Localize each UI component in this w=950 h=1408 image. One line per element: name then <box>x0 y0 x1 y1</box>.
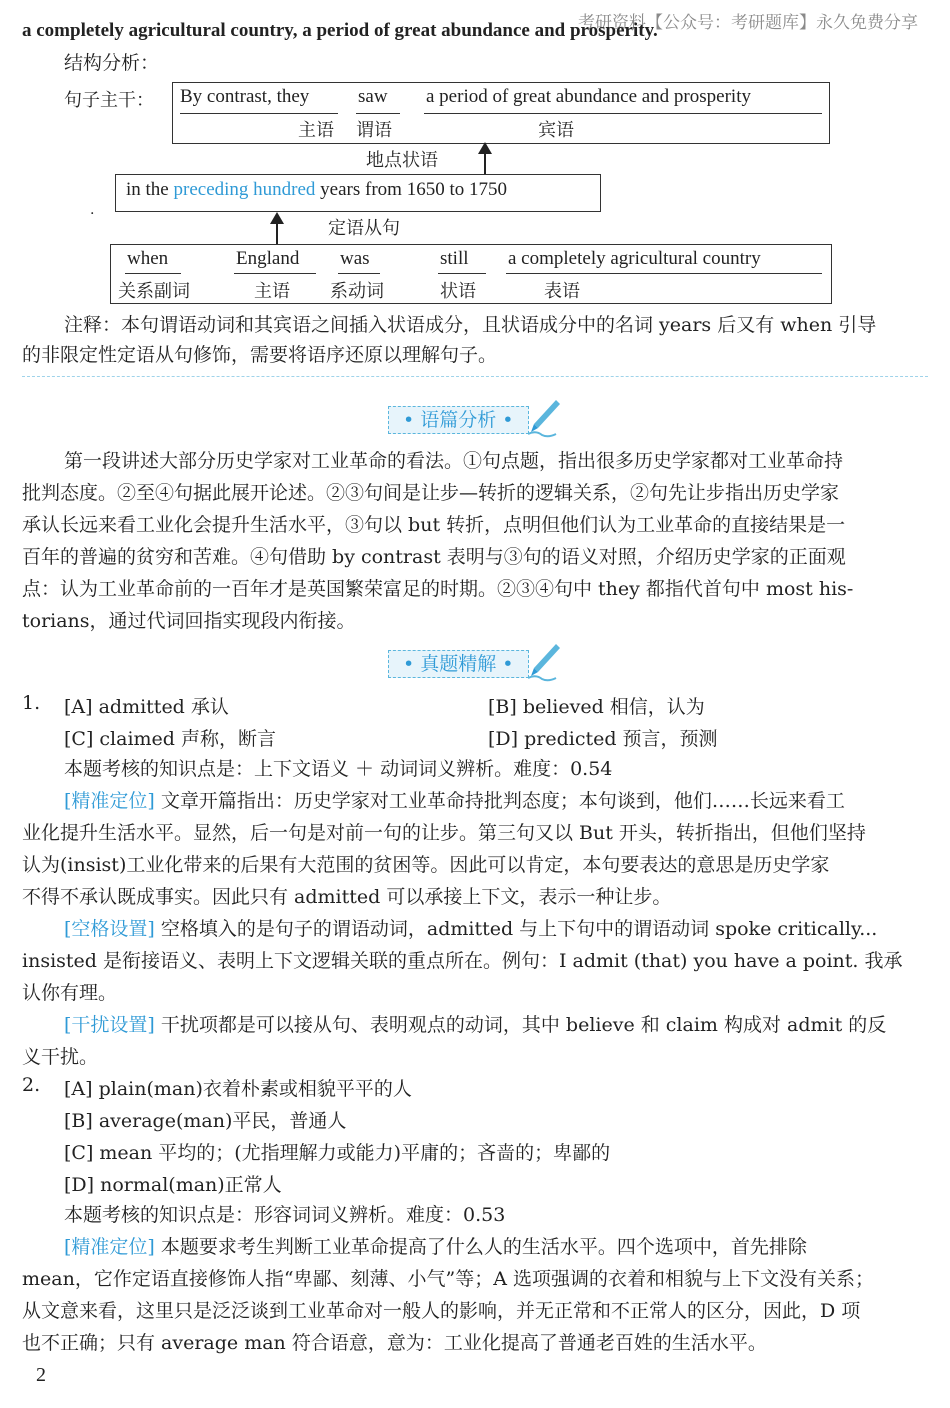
paragraph-line: 第一段讲述大部分历史学家对工业革命的看法。①句点题，指出很多历史学家都对工业革命持 <box>64 450 844 472</box>
attr-label: 定语从句 <box>328 218 400 239</box>
clause-word: still <box>440 248 469 269</box>
main-label: 句子主干： <box>64 90 154 111</box>
underline <box>424 113 822 114</box>
option-d: [D] predicted 预言，预测 <box>488 728 718 750</box>
paragraph-line: 从文意来看，这里只是泛泛谈到工业革命对一般人的影响，并无正常和不正常人的区分，因此，D 项 <box>22 1300 861 1322</box>
paragraph-text: 干扰项都是可以接从句、表明观点的动词，其中 believe 和 claim 构成对 admit 的反 <box>154 1014 887 1036</box>
option-c: [C] claimed 声称，断言 <box>64 728 276 750</box>
underline <box>338 273 380 274</box>
clause-word: was <box>340 248 370 269</box>
tag-distractor: [干扰设置] <box>64 1014 155 1036</box>
tag-positioning: [精准定位] <box>64 1236 155 1258</box>
clause-word: when <box>127 248 169 269</box>
underline <box>180 113 338 114</box>
main-word-object: a period of great abundance and prosperity <box>426 86 751 107</box>
mid-highlight: preceding hundred <box>173 179 316 200</box>
paragraph-line <box>64 1010 930 1040</box>
tag-positioning: [精准定位] <box>64 790 155 812</box>
top-line: a completely agricultural country, a period of great abundance and prosperity. <box>22 20 658 41</box>
clause-role: 表语 <box>544 281 580 302</box>
paragraph-line: torians，通过代词回指实现段内衔接。 <box>22 610 356 632</box>
paragraph-line: 点：认为工业革命前的一百年才是英国繁荣富足的时期。②③④句中 they 都指代首句中 most his- <box>22 578 854 600</box>
arrow-stem <box>484 152 486 174</box>
option-a: [A] admitted 承认 <box>64 696 229 718</box>
underline <box>506 273 822 274</box>
paragraph-line <box>64 1232 930 1262</box>
note-line: 注释：本句谓语动词和其宾语之间插入状语成分，且状语成分中的名词 years 后又有 when 引导 <box>64 314 877 336</box>
note-line: 的非限定性定语从句修饰，需要将语序还原以理解句子。 <box>22 344 498 366</box>
paragraph-line: 也不正确；只有 average man 符合语意，意为：工业化提高了普通老百姓的生活水平。 <box>22 1332 767 1354</box>
watermark: 考研资料【公众号：考研题库】永久免费分享 <box>578 13 918 33</box>
main-word-subject: By contrast, they <box>180 86 310 107</box>
underline <box>438 273 486 274</box>
pen-icon <box>526 642 562 682</box>
underline <box>356 113 400 114</box>
clause-word: England <box>236 248 300 269</box>
section-badge: • 语篇分析 • <box>388 406 529 434</box>
divider <box>22 376 928 377</box>
arrow-stem <box>276 222 278 244</box>
adverbial-label: 地点状语 <box>366 150 438 171</box>
clause-role: 系动词 <box>330 281 384 302</box>
pen-icon <box>526 398 562 438</box>
paragraph-line <box>64 914 930 944</box>
paragraph-line: 不得不承认既成事实。因此只有 admitted 可以承接上下文，表示一种让步。 <box>22 886 672 908</box>
paragraph-line: 认为(insist)工业化带来的后果有大范围的贫困等。因此可以肯定，本句要表达的意思是历史学家 <box>22 854 830 876</box>
clause-role: 状语 <box>440 281 476 302</box>
option-a: [A] plain(man)衣着朴素或相貌平平的人 <box>64 1078 412 1100</box>
role-verb: 谓语 <box>356 120 392 141</box>
paragraph-text: 本题要求考生判断工业革命提高了什么人的生活水平。四个选项中，首先排除 <box>154 1236 807 1258</box>
paragraph-line: 批判态度。②至④句据此展开论述。②③句间是让步—转折的逻辑关系，②句先让步指出历史学家 <box>22 482 840 504</box>
mid-phrase <box>126 179 507 201</box>
paragraph-line: mean，它作定语直接修饰人指“卑鄙、刻薄、小气”等；A 选项强调的衣着和相貌与上下文没有关系； <box>22 1268 875 1290</box>
clause-word: a completely agricultural country <box>508 248 761 269</box>
page-number: 2 <box>36 1364 46 1386</box>
paragraph-line: 业化提升生活水平。显然，后一句是对前一句的让步。第三句又以 But 开头，转折指出，但他们坚持 <box>22 822 866 844</box>
question-number: 2. <box>22 1074 41 1096</box>
paragraph-text: 文章开篇指出：历史学家对工业革命持批判态度；本句谈到，他们……长远来看工 <box>154 790 845 812</box>
paragraph-line: insisted 是衔接语义、表明上下文逻辑关联的重点所在。例句：I admit (that) you have a point. 我承 <box>22 950 903 972</box>
knowledge-point: 本题考核的知识点是：形容词词义辨析。难度：0.53 <box>64 1204 506 1226</box>
clause-role: 主语 <box>254 281 290 302</box>
option-c: [C] mean 平均的；(尤指理解力或能力)平庸的；吝啬的；卑鄙的 <box>64 1142 611 1164</box>
role-object: 宾语 <box>538 120 574 141</box>
underline <box>234 273 316 274</box>
dot: . <box>90 202 95 218</box>
paragraph-text: 空格填入的是句子的谓语动词，admitted 与上下句中的谓语动词 spoke critically... <box>154 918 878 940</box>
option-b: [B] believed 相信，认为 <box>488 696 705 718</box>
structure-title: 结构分析： <box>64 52 160 74</box>
paragraph-line: 承认长远来看工业化会提升生活水平，③句以 but 转折，点明但他们认为工业革命的直接结果是一 <box>22 514 846 536</box>
knowledge-point: 本题考核的知识点是：上下文语义 ＋ 动词词义辨析。难度：0.54 <box>64 758 613 780</box>
paragraph-line: 义干扰。 <box>22 1046 99 1068</box>
section-badge: • 真题精解 • <box>388 650 529 678</box>
paragraph-line: 百年的普遍的贫穷和苦难。④句借助 by contrast 表明与③句的语义对照，介绍历史学家的正面观 <box>22 546 846 568</box>
mid-suffix: years from 1650 to 1750 <box>315 179 507 200</box>
clause-role: 关系副词 <box>118 281 190 302</box>
paragraph-line <box>64 786 930 816</box>
option-d: [D] normal(man)正常人 <box>64 1174 282 1196</box>
question-number: 1. <box>22 692 41 714</box>
underline <box>125 273 181 274</box>
mid-prefix: in the <box>126 179 174 200</box>
tag-blank-setting: [空格设置] <box>64 918 155 940</box>
paragraph-line: 认你有理。 <box>22 982 118 1004</box>
role-subject: 主语 <box>298 120 334 141</box>
main-word-verb: saw <box>358 86 388 107</box>
option-b: [B] average(man)平民，普通人 <box>64 1110 347 1132</box>
